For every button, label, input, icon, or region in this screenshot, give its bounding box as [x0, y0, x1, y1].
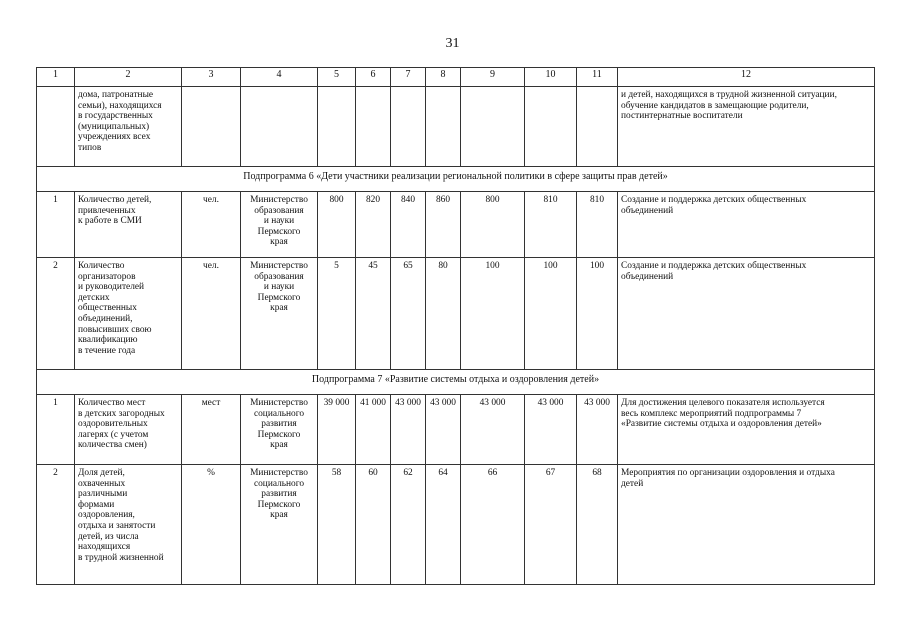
row-number-cell: 2 [37, 258, 75, 370]
value-cell: 45 [356, 258, 391, 370]
value-cell: 810 [525, 192, 577, 258]
measures-cell: Мероприятия по организации оздоровления и отдыха детей [618, 465, 875, 585]
column-header: 10 [525, 68, 577, 87]
value-cell: 39 000 [318, 395, 356, 465]
unit-cell [182, 87, 241, 167]
column-header: 1 [37, 68, 75, 87]
value-cell: 65 [391, 258, 426, 370]
measures-cell: Для достижения целевого показателя используется весь комплекс мероприятий подпрограммы 7 «Развитие системы отдыха и оздоровления детей» [618, 395, 875, 465]
row-number-cell: 2 [37, 465, 75, 585]
indicator-cell: Количество детей, привлеченных к работе в СМИ [75, 192, 182, 258]
column-header: 9 [461, 68, 525, 87]
measures-cell: и детей, находящихся в трудной жизненной ситуации, обучение кандидатов в замещающие родители, постинтернатные воспитатели [618, 87, 875, 167]
column-header: 2 [75, 68, 182, 87]
unit-cell: % [182, 465, 241, 585]
executor-cell: Министерство образования и науки Пермского края [241, 258, 318, 370]
measures-cell: Создание и поддержка детских общественных объединений [618, 192, 875, 258]
column-header: 8 [426, 68, 461, 87]
indicator-cell: Доля детей, охваченных различными формами оздоровления, отдыха и занятости детей, из числа находящихся в трудной жизненной [75, 465, 182, 585]
value-cell [391, 87, 426, 167]
value-cell: 860 [426, 192, 461, 258]
value-cell: 58 [318, 465, 356, 585]
row-number-cell: 1 [37, 395, 75, 465]
value-cell: 43 000 [391, 395, 426, 465]
column-header: 3 [182, 68, 241, 87]
section-header-row [37, 370, 875, 395]
value-cell: 43 000 [461, 395, 525, 465]
value-cell: 100 [525, 258, 577, 370]
value-cell [525, 87, 577, 167]
value-cell: 43 000 [577, 395, 618, 465]
column-header: 4 [241, 68, 318, 87]
value-cell: 43 000 [426, 395, 461, 465]
section-title: Подпрограмма 6 «Дети участники реализации региональной политики в сфере защиты прав детей» [37, 167, 875, 192]
value-cell: 800 [318, 192, 356, 258]
value-cell: 43 000 [525, 395, 577, 465]
continuation-row [37, 87, 875, 167]
value-cell [356, 87, 391, 167]
value-cell: 80 [426, 258, 461, 370]
executor-cell: Министерство социального развития Пермского края [241, 465, 318, 585]
executor-cell: Министерство образования и науки Пермского края [241, 192, 318, 258]
value-cell [318, 87, 356, 167]
value-cell: 840 [391, 192, 426, 258]
value-cell: 100 [577, 258, 618, 370]
value-cell: 820 [356, 192, 391, 258]
page-number: 31 [445, 36, 460, 51]
measures-cell: Создание и поддержка детских общественных объединений [618, 258, 875, 370]
value-cell: 810 [577, 192, 618, 258]
column-header-row [37, 68, 875, 87]
value-cell: 41 000 [356, 395, 391, 465]
column-header: 7 [391, 68, 426, 87]
section-header-row [37, 167, 875, 192]
executor-cell [241, 87, 318, 167]
indicators-table [36, 67, 875, 585]
row-number-cell: 1 [37, 192, 75, 258]
value-cell: 67 [525, 465, 577, 585]
value-cell [577, 87, 618, 167]
column-header: 6 [356, 68, 391, 87]
indicator-cell: Количество мест в детских загородных оздоровительных лагерях (с учетом количества смен) [75, 395, 182, 465]
table-row [37, 192, 875, 258]
value-cell: 60 [356, 465, 391, 585]
value-cell: 64 [426, 465, 461, 585]
column-header: 5 [318, 68, 356, 87]
unit-cell: чел. [182, 258, 241, 370]
section-title: Подпрограмма 7 «Развитие системы отдыха и оздоровления детей» [37, 370, 875, 395]
executor-cell: Министерство социального развития Пермского края [241, 395, 318, 465]
value-cell: 62 [391, 465, 426, 585]
indicator-cell: Количество организаторов и руководителей детских общественных объединений, повысивших свою квалификацию в течение года [75, 258, 182, 370]
value-cell [426, 87, 461, 167]
value-cell: 800 [461, 192, 525, 258]
value-cell [461, 87, 525, 167]
unit-cell: мест [182, 395, 241, 465]
column-header: 12 [618, 68, 875, 87]
table-row [37, 258, 875, 370]
value-cell: 68 [577, 465, 618, 585]
indicator-cell: дома, патронатные семьи), находящихся в государственных (муниципальных) учреждениях всех типов [75, 87, 182, 167]
value-cell: 66 [461, 465, 525, 585]
table-row [37, 395, 875, 465]
value-cell: 5 [318, 258, 356, 370]
value-cell: 100 [461, 258, 525, 370]
row-number-cell [37, 87, 75, 167]
table-row [37, 465, 875, 585]
unit-cell: чел. [182, 192, 241, 258]
column-header: 11 [577, 68, 618, 87]
